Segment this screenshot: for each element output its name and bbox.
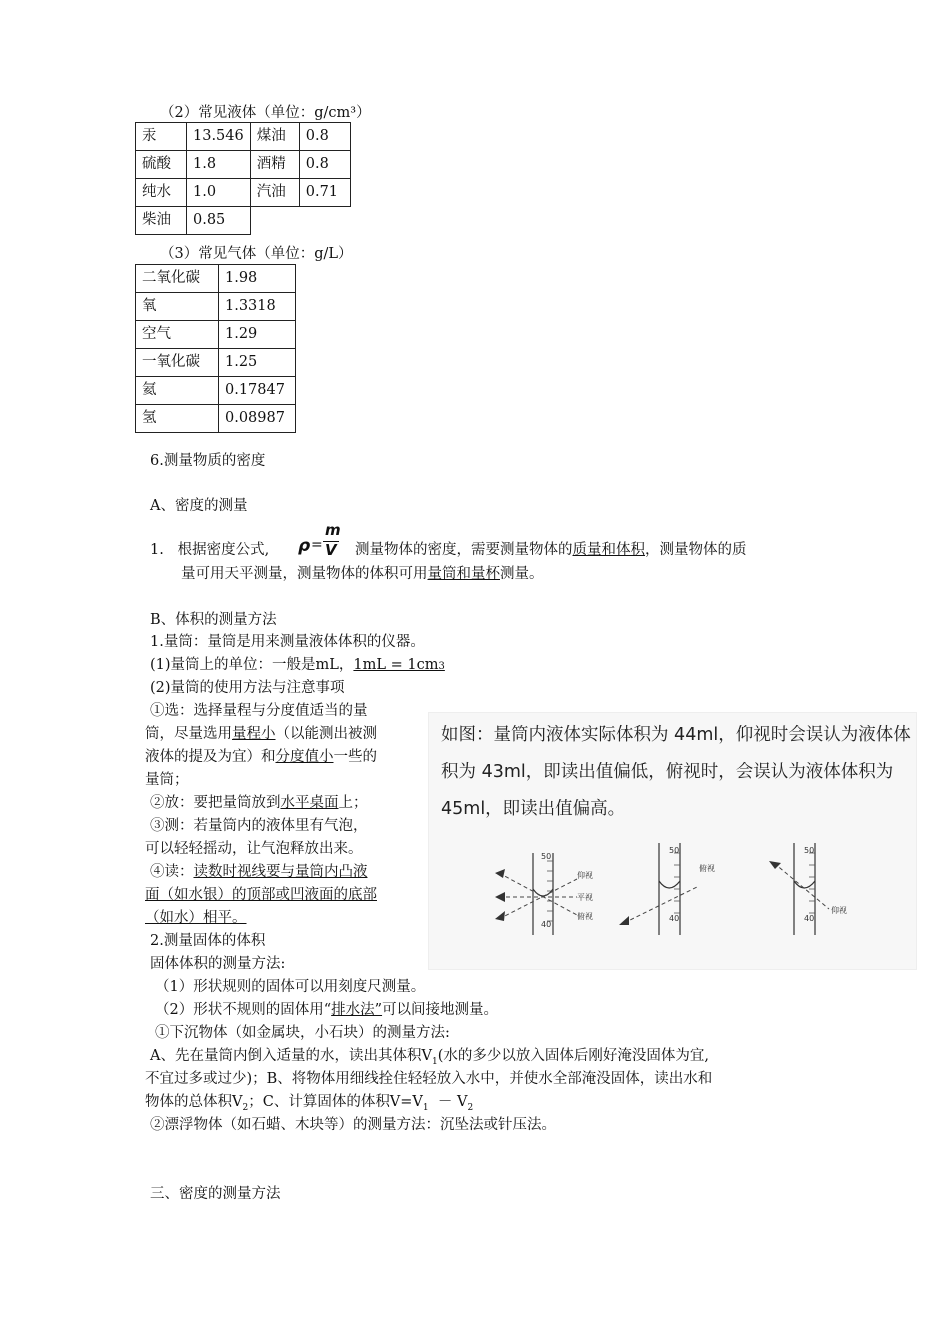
section-heading: A、密度的测量: [150, 498, 248, 514]
view-label: 俯视: [699, 864, 715, 873]
table-cell: 1.29: [219, 321, 296, 349]
gases-heading: （3）常见气体（单位：g/L）: [160, 246, 353, 262]
tick-label: 50: [541, 852, 552, 861]
table-row: [136, 179, 351, 207]
paragraph: 不宜过多或过少)；B、将物体用细线拴住轻轻放入水中，并使水全部淹没固体，读出水和: [145, 1071, 713, 1087]
paragraph: 2.测量固体的体积: [150, 933, 266, 949]
paragraph: 量筒；: [145, 772, 189, 788]
paragraph: (1)量筒上的单位：一般是mL，1mL = 1cm3: [150, 657, 445, 673]
section-heading: 三、密度的测量方法: [150, 1186, 281, 1202]
table-cell: 柴油: [136, 207, 187, 235]
paragraph: （1）形状规则的固体可以用刻度尺测量。: [155, 979, 426, 995]
paragraph: 物体的总体积$V_2$；C、计算固体的体积$V=V_1 - V_2$: [145, 1094, 474, 1113]
table-row: [136, 321, 296, 349]
paragraph: 可以轻轻摇动，让气泡释放出来。: [145, 841, 363, 857]
paragraph: ③测：若量筒内的液体里有气泡，: [150, 818, 368, 834]
table-cell: 氢: [136, 405, 219, 433]
cylinder-diagram: [429, 713, 916, 969]
table-cell: 硫酸: [136, 151, 187, 179]
table-row: [136, 123, 351, 151]
paragraph: （如水）相平。: [145, 910, 247, 926]
table-cell: 汽油: [250, 179, 299, 207]
figure-caption: 如图：量筒内液体实际体积为 44ml，仰视时会误认为液体体积为 43ml，即读出值偏低，俯视时，会误认为液体体积为 45ml，即读出值偏高。: [441, 725, 911, 819]
liquid-density-table: [135, 122, 351, 235]
paragraph: 液体的提及为宜）和分度值小一些的: [145, 749, 377, 765]
table-cell: 氧: [136, 293, 219, 321]
table-cell: 1.98: [219, 265, 296, 293]
table-cell: 0.08987: [219, 405, 296, 433]
table-row: [136, 265, 296, 293]
table-cell: 13.546: [187, 123, 251, 151]
paragraph: 1.量筒：量筒是用来测量液体体积的仪器。: [150, 634, 425, 650]
paragraph: 测量物体的密度，需要测量物体的质量和体积，测量物体的质: [355, 542, 747, 558]
tick-label: 40: [541, 920, 552, 929]
table-row: [136, 349, 296, 377]
table-cell: 二氧化碳: [136, 265, 219, 293]
table-cell: 0.8: [299, 151, 350, 179]
paragraph: ②漂浮物体（如石蜡、木块等）的测量方法：沉坠法或针压法。: [150, 1117, 556, 1133]
paragraph: ②放：要把量筒放到水平桌面上；: [150, 795, 368, 811]
paragraph: 筒，尽量选用量程小（以能测出被测: [145, 726, 377, 742]
tick-label: 50: [669, 846, 680, 855]
table-row: [136, 405, 296, 433]
cylinder-reading-figure: [428, 712, 917, 970]
table-row: [136, 293, 296, 321]
tick-label: 50: [804, 846, 815, 855]
density-formula: ρ = m V: [298, 521, 341, 559]
paragraph: A、先在量筒内倒入适量的水，读出其体积$V_1$(水的多少以放入固体后刚好淹没固体为宜,: [150, 1048, 709, 1067]
table-cell: 氦: [136, 377, 219, 405]
table-row: [136, 207, 351, 235]
table-cell: 汞: [136, 123, 187, 151]
table-cell: 酒精: [250, 151, 299, 179]
paragraph: ①选：选择量程与分度值适当的量: [150, 703, 368, 719]
table-cell: 空气: [136, 321, 219, 349]
table-row: [136, 377, 296, 405]
paragraph: (2)量筒的使用方法与注意事项: [150, 680, 345, 696]
table-cell: 1.3318: [219, 293, 296, 321]
table-cell: 一氧化碳: [136, 349, 219, 377]
table-cell: 煤油: [250, 123, 299, 151]
table-cell: 0.71: [299, 179, 350, 207]
view-label: 平视: [577, 893, 593, 902]
paragraph: 1. 根据密度公式,: [150, 542, 270, 558]
section-heading: B、体积的测量方法: [150, 612, 277, 628]
table-cell: 纯水: [136, 179, 187, 207]
paragraph: 面（如水银）的顶部或凹液面的底部: [145, 887, 377, 903]
paragraph: ①下沉物体（如金属块，小石块）的测量方法:: [155, 1025, 450, 1041]
table-cell: 0.85: [187, 207, 251, 235]
table-cell: 1.8: [187, 151, 251, 179]
view-label: 仰视: [577, 871, 593, 880]
liquids-heading: （2）常见液体（单位：g/cm³）: [160, 105, 371, 121]
table-cell: 0.17847: [219, 377, 296, 405]
table-cell: 1.0: [187, 179, 251, 207]
view-label: 俯视: [577, 912, 593, 921]
tick-label: 40: [669, 914, 680, 923]
section-heading: 6.测量物质的密度: [150, 453, 266, 469]
table-cell: 0.8: [299, 123, 350, 151]
paragraph: 固体体积的测量方法:: [150, 956, 286, 972]
paragraph: （2）形状不规则的固体用“排水法”可以间接地测量。: [155, 1002, 499, 1018]
paragraph: ④读：读数时视线要与量筒内凸液: [150, 864, 368, 880]
table-row: [136, 151, 351, 179]
gas-density-table: [135, 264, 296, 433]
view-label: 仰视: [831, 906, 847, 915]
tick-label: 40: [804, 914, 815, 923]
paragraph: 量可用天平测量，测量物体的体积可用量筒和量杯测量。: [181, 566, 544, 582]
table-cell: 1.25: [219, 349, 296, 377]
